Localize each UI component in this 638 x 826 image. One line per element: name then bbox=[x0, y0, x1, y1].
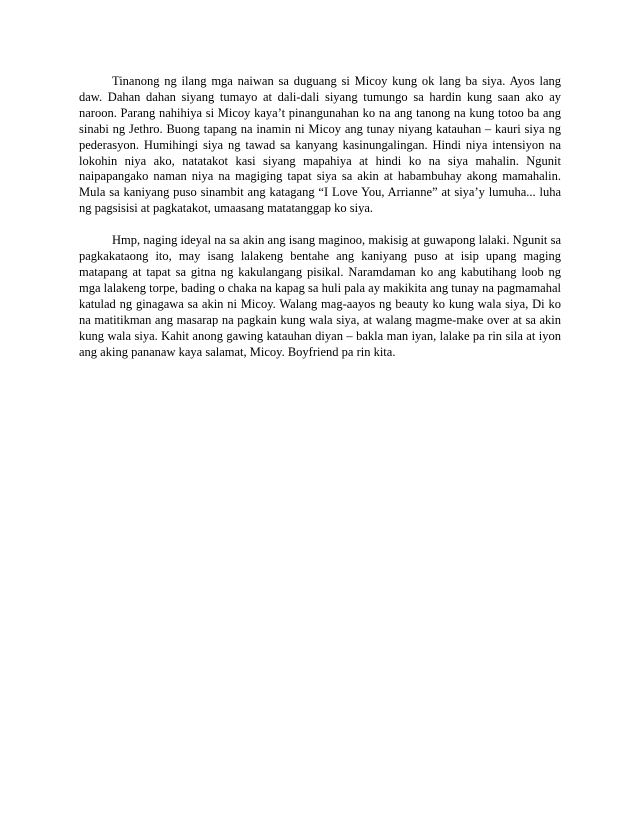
paragraph-2: Hmp, naging ideyal na sa akin ang isang maginoo, makisig at guwapong lalaki. Ngunit sa pagkakataong ito, may isang lalakeng bentahe ang kaniyang puso at isip upang maging matapang at tapat sa gitna ng kakulangang pisikal. Naramdaman ko ang kabutihang loob ng mga lalakeng torpe, bading o chaka na kapag sa huli pala ay makikita ang tunay na pagmamahal katulad ng ginagawa sa akin ni Micoy. Walang mag-aayos ng beauty ko kung wala siya, Di ko na matitikman ang masarap na pagkain kung wala siya, at walang magme-make over at sa akin kung wala siya. Kahit anong gawing katauhan diyan – bakla man iyan, lalake pa rin sila at iyon ang aking pananaw kaya salamat, Micoy. Boyfriend pa rin kita. bbox=[79, 233, 561, 359]
document-body bbox=[79, 74, 561, 360]
paragraph-1: Tinanong ng ilang mga naiwan sa duguang si Micoy kung ok lang ba siya. Ayos lang daw. Dahan dahan siyang tumayo at dali-dali siyang tumungo sa hardin kung saan ako ay naroon. Parang nahihiya si Micoy kaya’t pinangunahan ko na ang tanong na kung totoo ba ang sinabi ng Jethro. Buong tapang na inamin ni Micoy ang tunay niyang katauhan – kauri siya ng pederasyon. Humihingi siya ng tawad sa kanyang kasinungalingan. Hindi niya intensiyon na lokohin niya ako, natatakot kasi siyang mapahiya at hindi ko na siya mahalin. Ngunit naipapangako naman niya na magiging tapat siya sa akin at habambuhay akong mamahalin. Mula sa kaniyang puso sinambit ang katagang “I Love You, Arrianne” at siya’y lumuha... luha ng pagsisisi at pagkatakot, umaasang matatanggap ko siya. bbox=[79, 74, 561, 216]
